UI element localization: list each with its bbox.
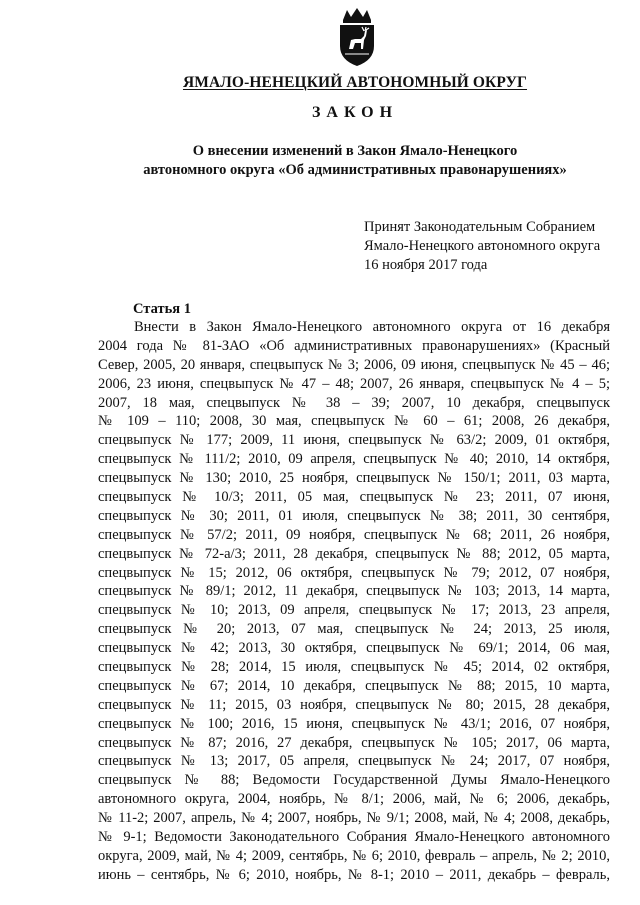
region-title: ЯМАЛО-НЕНЕЦКИЙ АВТОНОМНЫЙ ОКРУГ [182,74,528,91]
text-line: спецвыпуск № 67; 2014, 10 декабря, спецвыпуск № 88; 2015, 10 марта, [98,677,610,694]
adoption-line: Ямало-Ненецкого автономного округа [364,238,601,254]
text-line: спецвыпуск № 72-а/3; 2011, 28 декабря, спецвыпуск № 88; 2012, 05 марта, [98,545,610,562]
text-line: округа, 2009, май, № 4; 2009, сентябрь, № 6; 2010, февраль – апрель, № 2; 2010, [98,847,610,864]
adoption-date: 16 ноября 2017 года [364,257,488,273]
text-line: спецвыпуск № 100; 2016, 15 июня, спецвыпуск № 43/1; 2016, 07 ноября, [98,715,610,732]
text-line: 2006, 23 июня, спецвыпуск № 47 – 48; 2007, 26 января, спецвыпуск № 4 – 5; [98,375,610,392]
text-line: спецвыпуск № 28; 2014, 15 июля, спецвыпуск № 45; 2014, 02 октября, [98,659,610,676]
text-line: спецвыпуск № 30; 2011, 01 июля, спецвыпуск № 38; 2011, 30 сентября, [98,507,610,524]
text-line: 2004 года № 81-ЗАО «Об административных правонарушениях» (Красный [98,337,610,354]
text-line: № 9-1; Ведомости Законодательного Собрания Ямало-Ненецкого автономного [98,829,610,846]
text-line: спецвыпуск № 13; 2017, 05 апреля, спецвыпуск № 24; 2017, 07 ноября, [98,753,610,770]
text-line: спецвыпуск № 20; 2013, 07 мая, спецвыпуск № 24; 2013, 25 июля, [98,621,610,638]
text-line: спецвыпуск № 177; 2009, 11 июня, спецвыпуск № 63/2; 2009, 01 октября, [98,432,610,449]
text-line: спецвыпуск № 89/1; 2012, 11 декабря, спецвыпуск № 103; 2013, 14 марта, [98,583,610,600]
text-line: июнь – сентябрь, № 6; 2010, ноябрь, № 8-1; 2010 – 2011, декабрь – февраль, [98,866,610,883]
article-heading: Статья 1 [133,301,191,317]
article-body [98,318,610,885]
text-line: № 11-2; 2007, апрель, № 4; 2007, ноябрь, № 9/1; 2008, май, № 4; 2008, декабрь, [98,810,610,827]
law-title-line: О внесении изменений в Закон Ямало-Ненецкого [192,143,518,159]
coat-of-arms-icon [335,6,379,68]
adoption-line: Принят Законодательным Собранием [364,219,596,235]
text-line: № 109 – 110; 2008, 30 мая, спецвыпуск № 60 – 61; 2008, 26 декабря, [98,413,610,430]
document-type: ЗАКОН [311,104,399,121]
text-line: спецвыпуск № 15; 2012, 06 октября, спецвыпуск № 79; 2012, 07 ноября, [98,564,610,581]
text-line: спецвыпуск № 130; 2010, 25 ноября, спецвыпуск № 150/1; 2011, 03 марта, [98,470,610,487]
text-line: автономного округа, 2004, ноябрь, № 8/1; 2006, май, № 6; 2006, декабрь, [98,791,610,808]
text-line: спецвыпуск № 10; 2013, 09 апреля, спецвыпуск № 17; 2013, 23 апреля, [98,602,610,619]
text-line: спецвыпуск № 111/2; 2010, 09 апреля, спецвыпуск № 40; 2010, 14 октября, [98,451,610,468]
text-line: спецвыпуск № 57/2; 2011, 09 ноября, спецвыпуск № 68; 2011, 26 ноября, [98,526,610,543]
text-line: спецвыпуск № 11; 2015, 03 ноября, спецвыпуск № 80; 2015, 28 декабря, [98,696,610,713]
adoption-note [364,218,600,275]
text-line: спецвыпуск № 87; 2016, 27 декабря, спецвыпуск № 105; 2017, 06 марта, [98,734,610,751]
law-title [120,142,590,180]
text-line: 2007, 18 мая, спецвыпуск № 38 – 39; 2007, 10 декабря, спецвыпуск [98,394,610,411]
text-line: спецвыпуск № 42; 2013, 30 октября, спецвыпуск № 69/1; 2014, 06 мая, [98,640,610,657]
law-title-line: автономного округа «Об административных правонарушениях» [143,162,567,178]
text-line: Внести в Закон Ямало-Ненецкого автономного округа от 16 декабря [134,319,610,335]
text-line: спецвыпуск № 88; Ведомости Государственной Думы Ямало-Ненецкого [98,772,610,789]
text-line: Север, 2005, 20 января, спецвыпуск № 3; 2006, 09 июня, спецвыпуск № 45 – 46; [98,356,610,373]
text-line: спецвыпуск № 10/3; 2011, 05 мая, спецвыпуск № 23; 2011, 07 июня, [98,489,610,506]
